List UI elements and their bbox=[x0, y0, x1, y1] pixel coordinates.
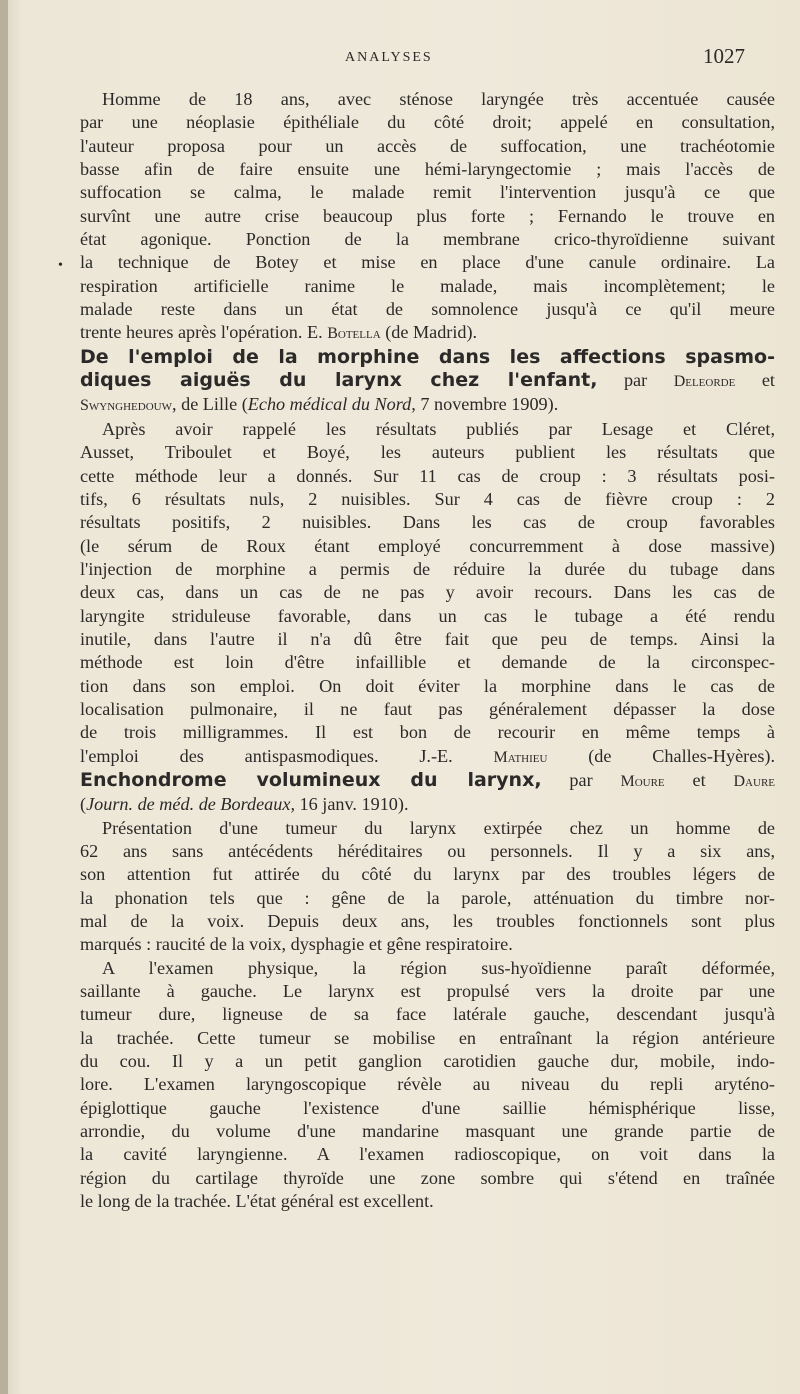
text-line: l'injection de morphine a permis de réduire la durée du tubage dans bbox=[80, 558, 775, 579]
text-line: la trachée. Cette tumeur se mobilise en entraînant la région antérieure bbox=[80, 1027, 775, 1048]
text-line: méthode est loin d'être infaillible et demande de la circonspec- bbox=[80, 652, 775, 673]
author-name: Moure bbox=[620, 772, 665, 790]
text-line: par une néoplasie épithéliale du côté droit; appelé en consultation, bbox=[80, 112, 775, 133]
article-heading: Enchondrome volumineux du larynx, bbox=[80, 768, 542, 791]
text-line: arrondie, du volume d'une mandarine masquant une grande partie de bbox=[80, 1121, 775, 1142]
author-name: Botella bbox=[327, 325, 381, 343]
text-line: deux cas, dans un cas de ne pas y avoir recours. Dans les cas de bbox=[80, 582, 775, 603]
text-line: de trois milligrammes. Il est bon de recourir en même temps à bbox=[80, 722, 775, 743]
text-line bbox=[80, 321, 775, 345]
author-name: Daure bbox=[733, 772, 775, 790]
text-line: résultats positifs, 2 nuisibles. Dans les cas de croup favorables bbox=[80, 512, 775, 533]
text-line bbox=[80, 346, 775, 369]
text-segment: et bbox=[735, 370, 775, 391]
text-line: basse afin de faire ensuite une hémi-laryngectomie ; mais l'accès de bbox=[80, 159, 775, 180]
text-line: tumeur dure, ligneuse de sa face latérale gauche, descendant jusqu'à bbox=[80, 1004, 775, 1025]
text-line bbox=[80, 793, 775, 816]
journal-citation: Journ. de méd. de Bordeaux, bbox=[86, 794, 295, 815]
text-line: A l'examen physique, la région sus-hyoïdienne paraît déformée, bbox=[102, 957, 775, 978]
text-line: laryngite striduleuse favorable, dans un cas le tubage a été rendu bbox=[80, 605, 775, 626]
text-segment: trente heures après l'opération. E. bbox=[80, 322, 328, 343]
text-line: état agonique. Ponction de la membrane crico-thyroïdienne suivant bbox=[80, 229, 775, 250]
author-name: Swynghedouw bbox=[80, 397, 172, 415]
text-segment: l'emploi des antispasmodiques. J.-E. bbox=[80, 745, 494, 766]
article-heading: De l'emploi de la morphine dans les affections spasmo- bbox=[80, 345, 775, 368]
text-line: le long de la trachée. L'état général est excellent. bbox=[80, 1191, 434, 1212]
text-line bbox=[80, 769, 775, 793]
text-line: Homme de 18 ans, avec sténose laryngée très accentuée causée bbox=[102, 89, 775, 109]
text-line: cette méthode leur a donnés. Sur 11 cas de croup : 3 résultats posi- bbox=[80, 465, 775, 486]
text-line: (le sérum de Roux étant employé concurremment à dose massive) bbox=[80, 535, 775, 556]
text-line: respiration artificielle ranime le malade, mais incomplètement; le bbox=[80, 275, 775, 296]
text-line: lore. L'examen laryngoscopique révèle au niveau du repli aryténo- bbox=[80, 1074, 775, 1095]
text-segment: (de Challes-Hyères). bbox=[547, 745, 775, 766]
text-line: localisation pulmonaire, il ne faut pas généralement dépasser la dose bbox=[80, 698, 775, 719]
text-line: suffocation se calma, le malade remit l'intervention jusqu'à ce que bbox=[80, 182, 775, 203]
binding-gutter bbox=[0, 0, 8, 1394]
page-number: 1027 bbox=[703, 44, 745, 68]
text-line bbox=[80, 745, 775, 769]
text-line: épiglottique gauche l'existence d'une saillie hémisphérique lisse, bbox=[80, 1097, 775, 1118]
article-heading: diques aiguës du larynx chez l'enfant, bbox=[80, 369, 598, 392]
author-name: Mathieu bbox=[493, 748, 548, 766]
text-segment: par bbox=[597, 370, 674, 391]
text-line: inutile, dans l'autre il n'a dû être fait que peu de temps. Ainsi la bbox=[80, 628, 775, 649]
text-line: mal de la voix. Depuis deux ans, les troubles fonctionnels sont plus bbox=[80, 911, 775, 932]
journal-citation: Echo médical du Nord, bbox=[247, 394, 416, 415]
text-line: malade reste dans un état de somnolence jusqu'à ce qu'il meure bbox=[80, 299, 775, 320]
text-segment: ( bbox=[80, 794, 87, 815]
text-line bbox=[80, 369, 775, 393]
text-line: son attention fut attirée du côté du larynx par des troubles légers de bbox=[80, 864, 775, 885]
text-segment: 7 novembre 1909). bbox=[415, 394, 559, 415]
text-line: la technique de Botey et mise en place d'une canule ordinaire. La bbox=[80, 252, 775, 273]
author-name: Deleorde bbox=[673, 373, 736, 391]
text-line: du cou. Il y a un petit ganglion carotidien gauche dur, mobile, indo- bbox=[80, 1051, 775, 1072]
text-segment: et bbox=[664, 769, 734, 790]
text-line: saillante à gauche. Le larynx est propulsé vers la droite par une bbox=[80, 981, 775, 1002]
text-line: la phonation tels que : gêne de la parole, atténuation du timbre nor- bbox=[80, 887, 775, 908]
text-line: Ausset, Triboulet et Boyé, les auteurs publient les résultats que bbox=[80, 442, 775, 463]
running-title: ANALYSES bbox=[345, 50, 433, 65]
text-segment: 16 janv. 1910). bbox=[295, 794, 409, 815]
text-line: tion dans son emploi. On doit éviter la morphine dans le cas de bbox=[80, 675, 775, 696]
text-line: survînt une autre crise beaucoup plus forte ; Fernando le trouve en bbox=[80, 205, 775, 226]
text-line: marqués : raucité de la voix, dysphagie et gêne respiratoire. bbox=[80, 934, 513, 955]
text-line: 62 ans sans antécédents héréditaires ou personnels. Il y a six ans, bbox=[80, 841, 775, 861]
text-line: la cavité laryngienne. A l'examen radioscopique, on voit dans la bbox=[80, 1144, 775, 1165]
text-line bbox=[80, 393, 775, 417]
text-segment: , de Lille ( bbox=[172, 394, 248, 415]
page-header bbox=[0, 44, 800, 74]
text-line: tifs, 6 résultats nuls, 2 nuisibles. Sur 4 cas de fièvre croup : 2 bbox=[80, 488, 775, 509]
text-line: Présentation d'une tumeur du larynx extirpée chez un homme de bbox=[102, 817, 775, 838]
article-body bbox=[80, 88, 775, 1214]
text-line: région du cartilage thyroïde une zone sombre qui s'étend en traînée bbox=[80, 1167, 775, 1188]
text-segment: par bbox=[541, 769, 621, 790]
text-segment: (de Madrid). bbox=[380, 322, 478, 343]
margin-mark: • bbox=[58, 258, 63, 273]
text-line: l'auteur proposa pour un accès de suffocation, une trachéotomie bbox=[80, 135, 775, 156]
text-line: Après avoir rappelé les résultats publiés par Lesage et Cléret, bbox=[102, 418, 775, 439]
